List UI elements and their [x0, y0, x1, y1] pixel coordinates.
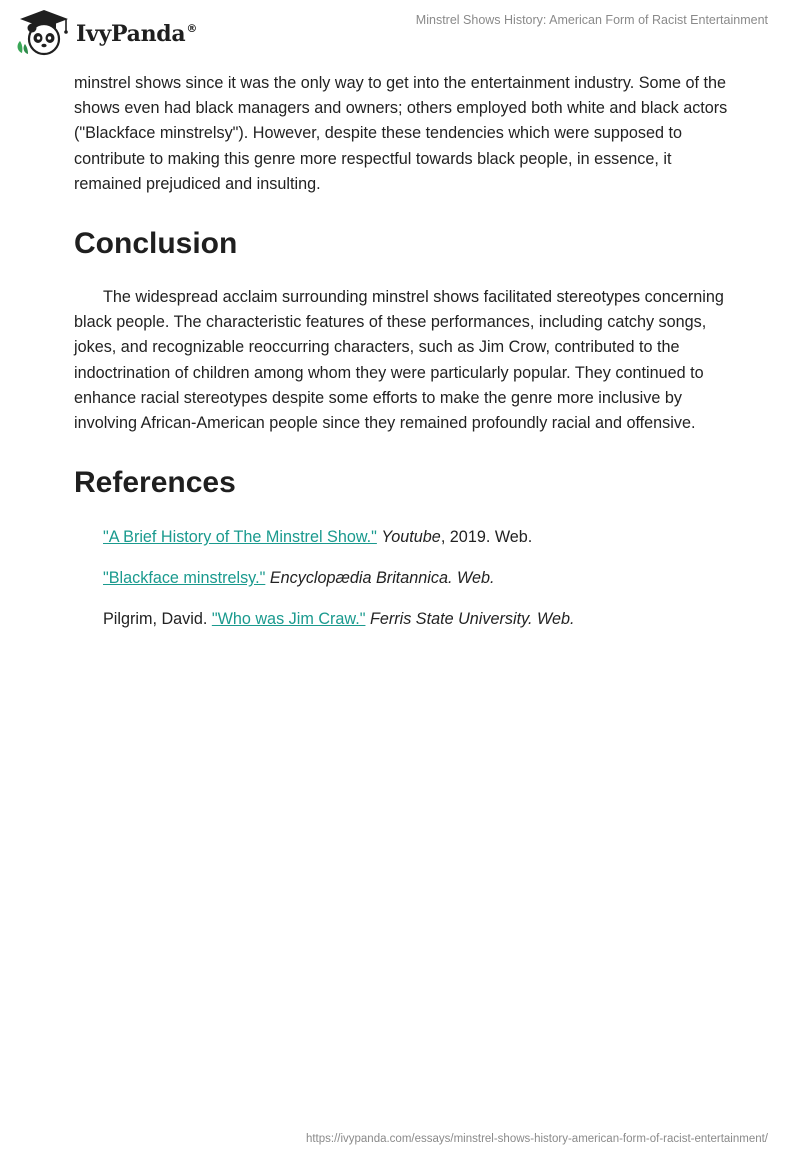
reference-source: Encyclopædia Britannica. Web.: [269, 569, 495, 588]
brand-name: IvyPanda®: [76, 21, 198, 47]
reference-list: [74, 526, 734, 630]
reference-source: Youtube: [381, 528, 441, 547]
references-heading: References: [74, 466, 236, 500]
reference-source: Ferris State University. Web.: [369, 610, 575, 629]
reference-author: Pilgrim, David.: [103, 610, 212, 629]
reference-item: [103, 567, 734, 589]
ivypanda-logo[interactable]: [14, 7, 197, 57]
intro-paragraph: minstrel shows since it was the only way to get into the entertainment industry. Some of the shows even had black managers and owners; others employed both white and black actors ("Blackface minstrelsy"). However, despite these tendencies which were supposed to contribute to making this genre more respectful towards black people, in essence, it remained prejudiced and insulting.: [74, 74, 728, 193]
reference-link[interactable]: "Who was Jim Craw.": [211, 610, 366, 629]
footer-url[interactable]: https://ivypanda.com/essays/minstrel-shows-history-american-form-of-racist-entertainment/: [305, 1133, 768, 1145]
reference-item: [103, 608, 734, 630]
conclusion-paragraph: The widespread acclaim surrounding minstrel shows facilitated stereotypes concerning black people. The characteristic features of these performances, including catchy songs, jokes, and recognizable reoccurring characters, such as Jim Crow, contributed to the indoctrination of children among whom they were particularly popular. They continued to enhance racial stereotypes despite some efforts to make the genre more inclusive by involving African-American people since they remained profoundly racial and offensive.: [74, 288, 724, 433]
page-header: [0, 0, 800, 62]
panda-graduate-icon: [14, 7, 70, 57]
reference-suffix: , 2019. Web.: [440, 528, 533, 547]
registered-mark: ®: [186, 22, 198, 35]
reference-link[interactable]: "Blackface minstrelsy.": [103, 569, 266, 588]
reference-item: [103, 526, 734, 548]
reference-link[interactable]: "A Brief History of The Minstrel Show.": [103, 528, 377, 547]
essay-content: [74, 71, 734, 649]
conclusion-heading: Conclusion: [74, 227, 238, 261]
document-title: Minstrel Shows History: American Form of Racist Entertainment: [415, 13, 768, 27]
